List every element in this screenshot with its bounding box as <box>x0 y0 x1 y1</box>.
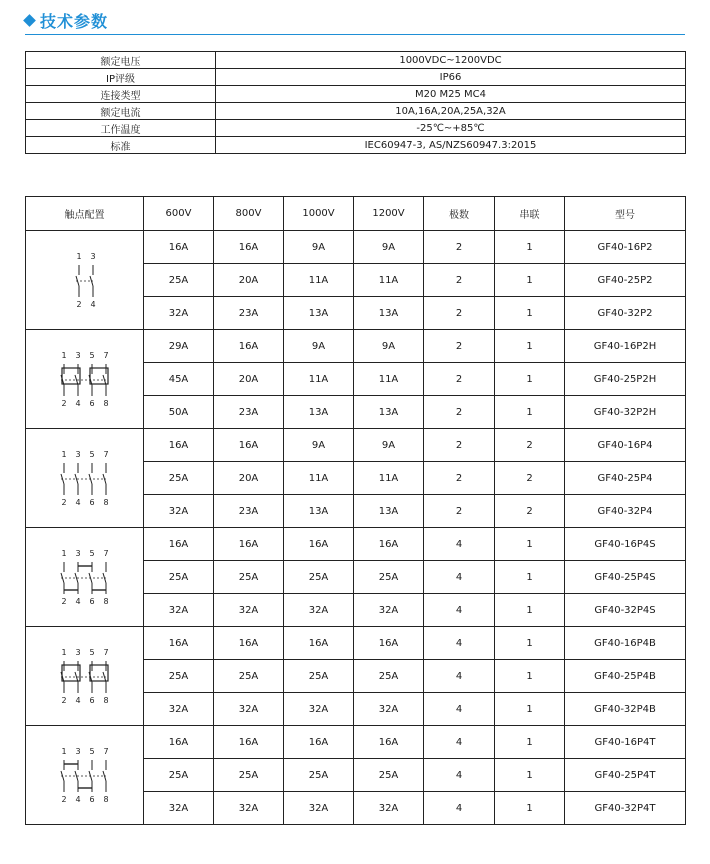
table-cell: 2 <box>424 396 495 429</box>
terminal-label: 5 <box>88 648 95 657</box>
table-cell: 4 <box>424 594 495 627</box>
table-cell: 2 <box>424 462 495 495</box>
terminal-label: 6 <box>88 696 95 705</box>
spec-label: 额定电流 <box>26 103 216 120</box>
table-cell: 4 <box>424 660 495 693</box>
model-number: GF40-32P4 <box>565 495 686 528</box>
terminal-label: 7 <box>102 747 109 756</box>
table-cell: 32A <box>144 594 214 627</box>
table-cell: 25A <box>214 561 284 594</box>
model-number: GF40-32P2 <box>565 297 686 330</box>
terminal-label: 3 <box>74 549 81 558</box>
model-row <box>26 627 686 660</box>
table-cell: 32A <box>354 792 424 825</box>
spec-value: IP66 <box>216 69 686 86</box>
table-cell: 4 <box>424 693 495 726</box>
spec-label: IP评级 <box>26 69 216 86</box>
spec-value: 1000VDC~1200VDC <box>216 52 686 69</box>
column-header: 触点配置 <box>26 197 144 231</box>
table-cell: 25A <box>144 561 214 594</box>
table-cell: 29A <box>144 330 214 363</box>
table-cell: 1 <box>495 693 565 726</box>
table-cell: 11A <box>354 462 424 495</box>
spec-value: -25℃~+85℃ <box>216 120 686 137</box>
table-cell: 1 <box>495 792 565 825</box>
table-cell: 2 <box>495 462 565 495</box>
table-cell: 9A <box>284 429 354 462</box>
terminal-label: 7 <box>102 648 109 657</box>
table-cell: 16A <box>214 429 284 462</box>
model-number: GF40-32P4B <box>565 693 686 726</box>
table-cell: 1 <box>495 594 565 627</box>
table-cell: 32A <box>144 495 214 528</box>
terminal-label: 2 <box>60 498 67 507</box>
table-cell: 25A <box>144 462 214 495</box>
table-cell: 23A <box>214 396 284 429</box>
table-cell: 11A <box>354 363 424 396</box>
model-number: GF40-32P4T <box>565 792 686 825</box>
table-cell: 2 <box>424 330 495 363</box>
column-header: 800V <box>214 197 284 231</box>
table-cell: 25A <box>354 759 424 792</box>
column-header: 极数 <box>424 197 495 231</box>
model-number: GF40-16P4 <box>565 429 686 462</box>
table-cell: 25A <box>284 660 354 693</box>
table-cell: 16A <box>284 627 354 660</box>
contact-config-cell <box>26 528 144 627</box>
table-cell: 2 <box>495 495 565 528</box>
terminal-label: 2 <box>60 597 67 606</box>
terminal-label: 1 <box>60 747 67 756</box>
contact-diagram <box>52 548 118 606</box>
model-number: GF40-25P4 <box>565 462 686 495</box>
model-number: GF40-25P2H <box>565 363 686 396</box>
spec-row <box>26 69 686 86</box>
model-number: GF40-25P2 <box>565 264 686 297</box>
table-cell: 32A <box>284 594 354 627</box>
spec-value: IEC60947-3, AS/NZS60947.3:2015 <box>216 137 686 154</box>
spec-label: 标准 <box>26 137 216 154</box>
spec-row <box>26 52 686 69</box>
model-table <box>25 196 686 825</box>
terminal-label: 6 <box>88 795 95 804</box>
table-cell: 25A <box>284 561 354 594</box>
contact-config-cell <box>26 231 144 330</box>
contact-config-cell <box>26 627 144 726</box>
contact-diagram <box>52 746 118 804</box>
terminal-label: 4 <box>74 597 81 606</box>
table-cell: 1 <box>495 231 565 264</box>
table-cell: 32A <box>284 792 354 825</box>
table-cell: 20A <box>214 264 284 297</box>
spec-label: 工作温度 <box>26 120 216 137</box>
table-cell: 25A <box>214 759 284 792</box>
terminal-label: 4 <box>74 498 81 507</box>
table-cell: 13A <box>284 495 354 528</box>
column-header: 型号 <box>565 197 686 231</box>
model-number: GF40-16P2H <box>565 330 686 363</box>
table-cell: 16A <box>354 726 424 759</box>
table-cell: 23A <box>214 495 284 528</box>
table-cell: 11A <box>284 264 354 297</box>
table-cell: 32A <box>214 792 284 825</box>
terminal-label: 1 <box>60 648 67 657</box>
table-cell: 13A <box>284 297 354 330</box>
table-cell: 1 <box>495 726 565 759</box>
spec-row <box>26 120 686 137</box>
table-cell: 1 <box>495 759 565 792</box>
table-cell: 4 <box>424 627 495 660</box>
table-cell: 32A <box>354 594 424 627</box>
terminal-label: 2 <box>75 300 82 309</box>
table-cell: 11A <box>354 264 424 297</box>
table-cell: 20A <box>214 462 284 495</box>
spec-value: 10A,16A,20A,25A,32A <box>216 103 686 120</box>
terminal-label: 8 <box>102 399 109 408</box>
model-number: GF40-32P2H <box>565 396 686 429</box>
spec-row <box>26 137 686 154</box>
terminal-label: 5 <box>88 351 95 360</box>
table-cell: 11A <box>284 363 354 396</box>
diamond-bullet-icon <box>23 14 36 27</box>
table-cell: 1 <box>495 528 565 561</box>
spec-label: 额定电压 <box>26 52 216 69</box>
model-row <box>26 429 686 462</box>
model-number: GF40-25P4S <box>565 561 686 594</box>
terminal-label: 1 <box>60 549 67 558</box>
contact-diagram <box>52 449 118 507</box>
model-row <box>26 231 686 264</box>
model-number: GF40-16P4S <box>565 528 686 561</box>
terminal-label: 4 <box>74 696 81 705</box>
table-cell: 13A <box>354 297 424 330</box>
terminal-label: 3 <box>74 648 81 657</box>
terminal-label: 8 <box>102 597 109 606</box>
model-number: GF40-25P4B <box>565 660 686 693</box>
table-cell: 1 <box>495 330 565 363</box>
table-cell: 25A <box>284 759 354 792</box>
terminal-label: 1 <box>75 252 82 261</box>
table-cell: 2 <box>495 429 565 462</box>
contact-diagram <box>52 350 118 408</box>
model-number: GF40-16P4B <box>565 627 686 660</box>
section-title: 技术参数 <box>40 11 109 31</box>
table-cell: 32A <box>144 693 214 726</box>
table-cell: 13A <box>354 495 424 528</box>
table-cell: 4 <box>424 528 495 561</box>
table-cell: 32A <box>144 297 214 330</box>
table-cell: 20A <box>214 363 284 396</box>
table-cell: 23A <box>214 297 284 330</box>
table-cell: 9A <box>354 330 424 363</box>
terminal-label: 8 <box>102 795 109 804</box>
table-cell: 2 <box>424 363 495 396</box>
terminal-label: 4 <box>89 300 96 309</box>
table-cell: 16A <box>214 330 284 363</box>
table-cell: 13A <box>354 396 424 429</box>
table-cell: 1 <box>495 561 565 594</box>
table-cell: 4 <box>424 726 495 759</box>
table-cell: 16A <box>354 627 424 660</box>
header-row <box>26 197 686 231</box>
table-cell: 16A <box>144 429 214 462</box>
table-cell: 50A <box>144 396 214 429</box>
table-cell: 32A <box>354 693 424 726</box>
table-cell: 9A <box>354 429 424 462</box>
model-row <box>26 528 686 561</box>
contact-config-cell <box>26 330 144 429</box>
table-cell: 1 <box>495 363 565 396</box>
contact-diagram <box>65 251 105 309</box>
terminal-label: 4 <box>74 795 81 804</box>
table-cell: 4 <box>424 792 495 825</box>
column-header: 600V <box>144 197 214 231</box>
table-cell: 16A <box>284 726 354 759</box>
table-cell: 45A <box>144 363 214 396</box>
table-cell: 25A <box>144 759 214 792</box>
heading-divider <box>25 34 685 35</box>
table-cell: 1 <box>495 660 565 693</box>
terminal-label: 3 <box>89 252 96 261</box>
terminal-label: 3 <box>74 450 81 459</box>
table-cell: 11A <box>284 462 354 495</box>
spec-label: 连接类型 <box>26 86 216 103</box>
section-heading <box>25 8 108 32</box>
table-cell: 13A <box>284 396 354 429</box>
table-cell: 9A <box>354 231 424 264</box>
table-cell: 2 <box>424 495 495 528</box>
contact-config-cell <box>26 726 144 825</box>
terminal-label: 1 <box>60 450 67 459</box>
table-cell: 16A <box>214 231 284 264</box>
terminal-label: 2 <box>60 399 67 408</box>
terminal-label: 5 <box>88 450 95 459</box>
terminal-label: 4 <box>74 399 81 408</box>
table-cell: 2 <box>424 429 495 462</box>
table-cell: 16A <box>284 528 354 561</box>
table-cell: 2 <box>424 297 495 330</box>
table-cell: 16A <box>144 726 214 759</box>
contact-config-cell <box>26 429 144 528</box>
table-cell: 4 <box>424 561 495 594</box>
table-cell: 4 <box>424 759 495 792</box>
table-cell: 16A <box>214 726 284 759</box>
terminal-label: 6 <box>88 498 95 507</box>
table-cell: 32A <box>284 693 354 726</box>
terminal-label: 6 <box>88 597 95 606</box>
terminal-label: 7 <box>102 549 109 558</box>
table-cell: 1 <box>495 396 565 429</box>
terminal-label: 7 <box>102 351 109 360</box>
terminal-label: 5 <box>88 549 95 558</box>
terminal-label: 8 <box>102 696 109 705</box>
model-row <box>26 330 686 363</box>
table-cell: 25A <box>214 660 284 693</box>
terminal-label: 5 <box>88 747 95 756</box>
table-cell: 1 <box>495 264 565 297</box>
terminal-label: 3 <box>74 351 81 360</box>
spec-row <box>26 103 686 120</box>
terminal-label: 6 <box>88 399 95 408</box>
spec-value: M20 M25 MC4 <box>216 86 686 103</box>
table-cell: 9A <box>284 231 354 264</box>
table-cell: 25A <box>144 264 214 297</box>
table-cell: 1 <box>495 297 565 330</box>
table-cell: 16A <box>144 627 214 660</box>
column-header: 1000V <box>284 197 354 231</box>
terminal-label: 1 <box>60 351 67 360</box>
table-cell: 16A <box>144 231 214 264</box>
spec-row <box>26 86 686 103</box>
table-cell: 2 <box>424 231 495 264</box>
table-cell: 16A <box>214 627 284 660</box>
model-number: GF40-16P2 <box>565 231 686 264</box>
terminal-label: 2 <box>60 795 67 804</box>
table-cell: 2 <box>424 264 495 297</box>
table-cell: 16A <box>214 528 284 561</box>
terminal-label: 8 <box>102 498 109 507</box>
table-cell: 25A <box>144 660 214 693</box>
model-row <box>26 726 686 759</box>
terminal-label: 7 <box>102 450 109 459</box>
table-cell: 16A <box>144 528 214 561</box>
terminal-label: 2 <box>60 696 67 705</box>
table-cell: 32A <box>214 693 284 726</box>
column-header: 串联 <box>495 197 565 231</box>
column-header: 1200V <box>354 197 424 231</box>
table-cell: 25A <box>354 660 424 693</box>
spec-table <box>25 51 686 154</box>
table-cell: 16A <box>354 528 424 561</box>
table-cell: 32A <box>144 792 214 825</box>
terminal-label: 3 <box>74 747 81 756</box>
model-number: GF40-32P4S <box>565 594 686 627</box>
model-number: GF40-16P4T <box>565 726 686 759</box>
table-cell: 9A <box>284 330 354 363</box>
contact-diagram <box>52 647 118 705</box>
table-cell: 25A <box>354 561 424 594</box>
table-cell: 32A <box>214 594 284 627</box>
table-cell: 1 <box>495 627 565 660</box>
model-number: GF40-25P4T <box>565 759 686 792</box>
